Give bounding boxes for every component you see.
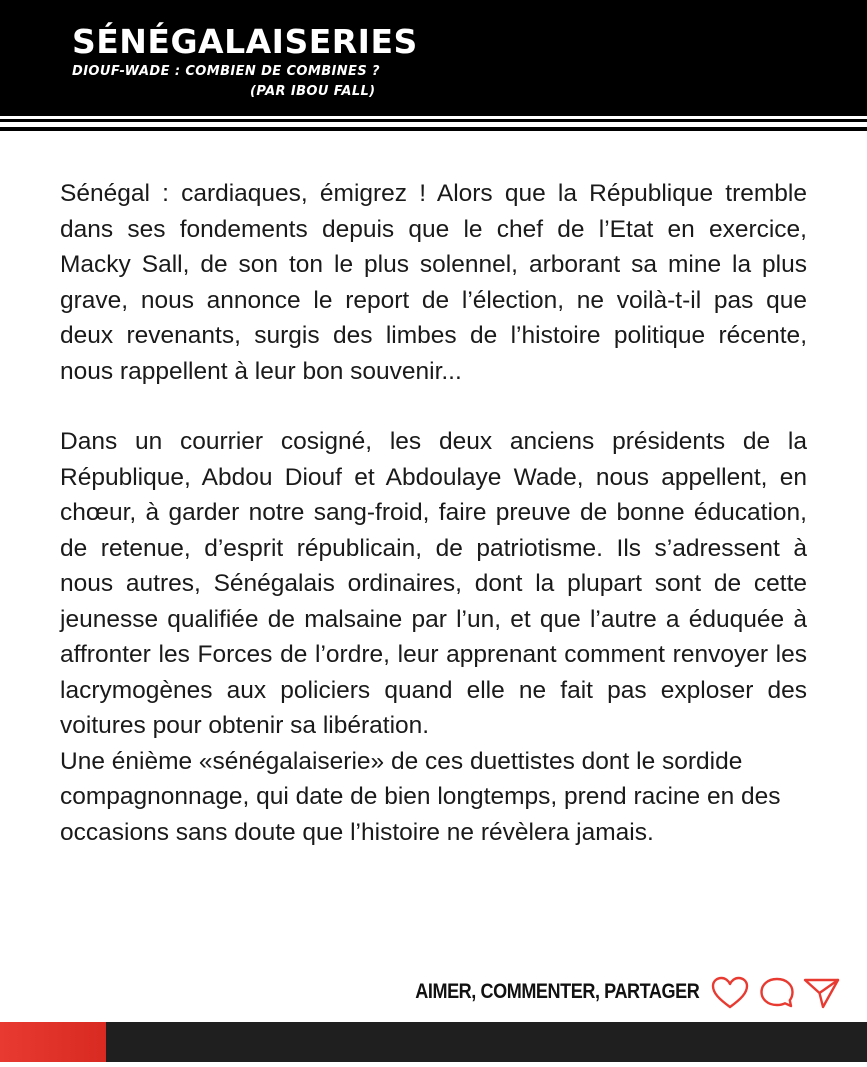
share-icon[interactable] bbox=[802, 974, 842, 1012]
article-paragraph-2: Dans un courrier cosigné, les deux anciens présidents de la République, Abdou Diouf et Abdoulaye Wade, nous appellent, en chœur, à garder notre sang-froid, faire preuve de bonne éducation, de retenue, d’esprit républicain, de patriotisme. Ils s’adressent à nous autres, Sénégalais ordinaires, dont la plupart sont de cette jeunesse qualifiée de malsaine par l’un, et que l’autre a éduquée à affronter les Forces de l’ordre, leur apprenant comment renvoyer les lacrymogènes aux policiers quand elle ne fait pas exploser des voitures pour obtenir sa libération. bbox=[60, 428, 807, 739]
header-banner bbox=[0, 0, 867, 116]
engagement-cta: AIMER, COMMENTER, PARTAGER bbox=[414, 980, 699, 1003]
article-body bbox=[60, 176, 807, 850]
article-byline: (PAR IBOU FALL) bbox=[250, 84, 376, 99]
article-paragraph-3: Une énième «sénégalaiserie» de ces duettistes dont le sordide compagnonnage, qui date de bien longtemps, prend racine en des occasions sans doute que l’histoire ne révèlera jamais. bbox=[60, 747, 781, 846]
page-title: SÉNÉGALAISERIES bbox=[72, 22, 418, 61]
footer-accent-block bbox=[0, 1022, 106, 1062]
paragraph-spacer bbox=[60, 389, 807, 424]
footer-bar bbox=[0, 1022, 867, 1062]
heart-icon[interactable] bbox=[710, 974, 750, 1012]
article-subtitle: DIOUF-WADE : COMBIEN DE COMBINES ? bbox=[72, 64, 380, 79]
article-paragraph-1: Sénégal : cardiaques, émigrez ! Alors que la République tremble dans ses fondements depuis que le chef de l’Etat en exercice, Macky Sall, de son ton le plus solennel, arborant sa mine la plus grave, nous annonce le report de l’élection, ne voilà-t-il pas que deux revenants, surgis des limbes de l’histoire politique récente, nous rappellent à leur bon souvenir... bbox=[60, 180, 807, 385]
header-divider-top bbox=[0, 119, 867, 122]
comment-icon[interactable] bbox=[758, 974, 798, 1012]
header-divider-bottom bbox=[0, 127, 867, 131]
engagement-icons bbox=[710, 974, 840, 1012]
